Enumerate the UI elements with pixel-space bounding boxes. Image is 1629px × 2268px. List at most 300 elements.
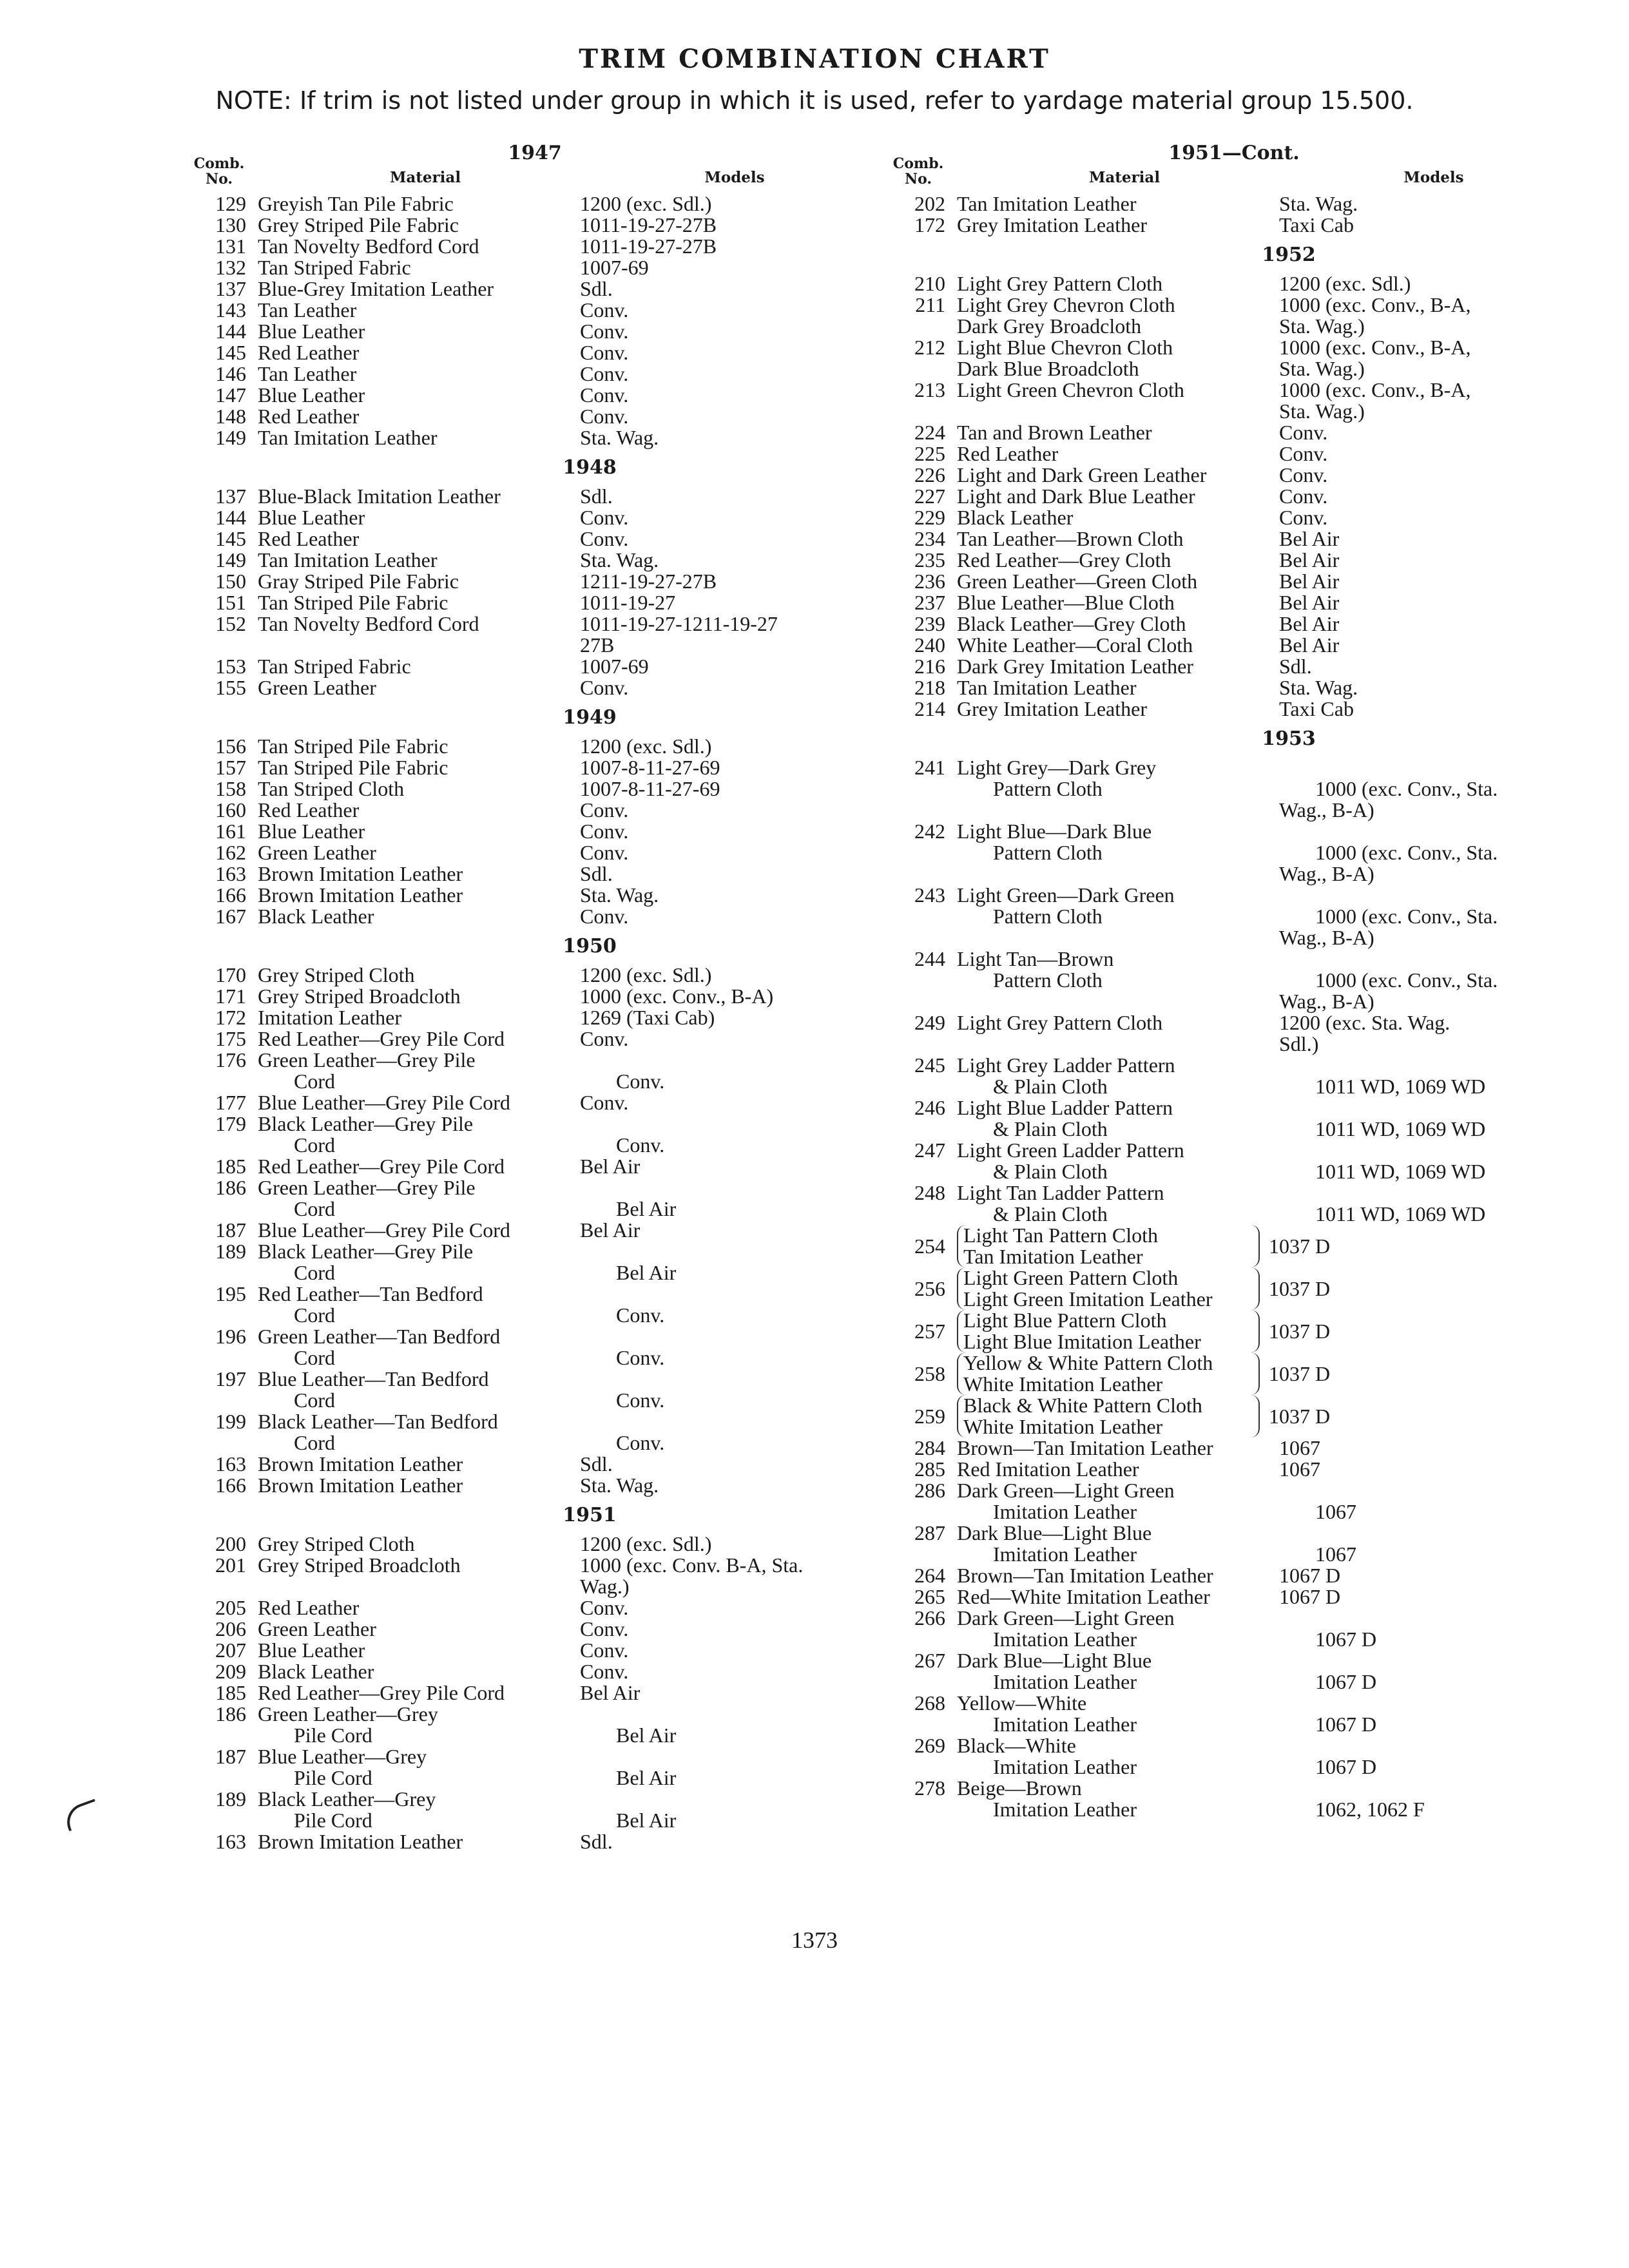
comb-no: 155	[215, 676, 246, 699]
material: Green Leather—Grey Pile	[258, 1048, 476, 1072]
comb-no	[193, 1135, 258, 1156]
models-header: Models	[704, 169, 765, 186]
material: Green Leather—Grey	[258, 1702, 438, 1725]
material: Tan Striped Fabric	[258, 256, 411, 279]
models: Conv.	[580, 1091, 629, 1114]
comb-no: 186	[215, 1176, 246, 1199]
table-row	[193, 1576, 857, 1597]
comb-no	[892, 1544, 957, 1565]
material: Tan Striped Pile Fabric	[258, 591, 448, 614]
models: 1007-8-11-27-69	[580, 777, 720, 800]
material: Light Blue Pattern Cloth	[963, 1309, 1167, 1332]
comb-no: 143	[215, 298, 246, 322]
material: Green Leather—Grey Pile	[258, 1176, 476, 1199]
table-row	[892, 550, 1556, 571]
models: 1000 (exc. Conv., Sta.	[1315, 905, 1498, 928]
comb-no: 156	[215, 735, 246, 758]
models: Bel Air	[616, 1724, 677, 1747]
page-title: TRIM COMBINATION CHART	[579, 44, 1050, 74]
table-row	[892, 1735, 1556, 1756]
models	[1279, 1480, 1556, 1501]
models: 1011-19-27-27B	[580, 213, 717, 236]
table-row	[892, 948, 1556, 970]
models	[1279, 1097, 1556, 1119]
comb-no: 152	[215, 612, 246, 635]
models: 1200 (exc. Sdl.)	[580, 192, 712, 215]
comb-no: 170	[215, 963, 246, 986]
comb-no: 189	[215, 1240, 246, 1263]
comb-no	[892, 401, 957, 422]
material: Brown—Tan Imitation Leather	[957, 1436, 1213, 1459]
comb-no	[892, 1161, 957, 1182]
models: Conv.	[580, 383, 629, 407]
material: Blue Leather	[258, 320, 365, 343]
table-row	[892, 1140, 1556, 1161]
material: Blue-Grey Imitation Leather	[258, 277, 494, 300]
material: Beige—Brown	[957, 1776, 1082, 1800]
table-row	[193, 736, 857, 757]
comb-no: 199	[215, 1410, 246, 1433]
material: Green Leather	[258, 841, 376, 864]
material: Imitation Leather	[993, 1755, 1137, 1778]
braced-materials	[957, 1267, 1260, 1310]
table-row	[892, 507, 1556, 528]
table-row	[193, 1682, 857, 1704]
table-row	[892, 613, 1556, 635]
comb-no: 172	[215, 1006, 246, 1029]
table-row	[892, 1671, 1556, 1693]
comb-no	[892, 1204, 957, 1225]
models: 1037 D	[1269, 1234, 1331, 1258]
models: Conv.	[580, 527, 629, 550]
models: Conv.	[580, 362, 629, 385]
table-row	[892, 778, 1556, 800]
material: Light Green Pattern Cloth	[963, 1266, 1179, 1289]
table-row	[892, 698, 1556, 720]
comb-no: 200	[215, 1532, 246, 1555]
comb-no	[193, 1576, 258, 1597]
material: Green Leather—Green Cloth	[957, 570, 1198, 593]
models: Sta. Wag.	[580, 548, 659, 572]
margin-mark	[62, 1799, 102, 1831]
material: Imitation Leather	[993, 1670, 1137, 1693]
table-row	[892, 273, 1556, 294]
comb-no: 278	[914, 1776, 945, 1800]
table-row	[892, 1119, 1556, 1140]
material: Dark Blue Broadcloth	[957, 357, 1139, 380]
table-row	[193, 1177, 857, 1198]
models: 1067 D	[1279, 1585, 1341, 1608]
material: Light Blue Imitation Leather	[963, 1330, 1201, 1353]
models	[1279, 1055, 1556, 1076]
table-row	[193, 1007, 857, 1028]
table-row	[193, 550, 857, 571]
material: Light and Dark Blue Leather	[957, 485, 1195, 508]
models	[580, 1050, 857, 1071]
section-heading: 1948	[563, 456, 617, 479]
table-row	[193, 1746, 857, 1767]
material: Tan Striped Cloth	[258, 777, 405, 800]
table-row	[892, 635, 1556, 656]
material: Tan Imitation Leather	[258, 426, 438, 449]
models: 1200 (exc. Sdl.)	[1279, 272, 1411, 295]
section-heading: 1951	[563, 1504, 617, 1526]
table-row	[892, 1608, 1556, 1629]
models: 1000 (exc. Conv., Sta.	[1315, 841, 1498, 864]
models: 1200 (exc. Sdl.)	[580, 963, 712, 986]
material: Red Leather	[258, 341, 360, 364]
comb-no: 246	[914, 1096, 945, 1119]
comb-no	[892, 358, 957, 380]
comb-no	[892, 1501, 957, 1523]
material: & Plain Cloth	[993, 1160, 1108, 1183]
material: Blue-Black Imitation Leather	[258, 485, 501, 508]
material: Tan Leather	[258, 298, 357, 322]
comb-no: 214	[914, 697, 945, 720]
material: Red Leather	[258, 405, 360, 428]
models: Sta. Wag.)	[1279, 314, 1365, 338]
models: Conv.	[580, 405, 629, 428]
material: Green Leather	[258, 1617, 376, 1640]
models	[1279, 948, 1556, 970]
table-row	[193, 965, 857, 986]
material: Brown Imitation Leather	[258, 1474, 463, 1497]
material: Imitation Leather	[993, 1798, 1137, 1821]
material: Blue Leather—Blue Cloth	[957, 591, 1175, 614]
table-row	[892, 380, 1556, 401]
material: & Plain Cloth	[993, 1075, 1108, 1098]
section-heading: 1950	[563, 935, 617, 957]
models: 1067 D	[1315, 1670, 1377, 1693]
table-row	[193, 215, 857, 236]
comb-no: 227	[914, 485, 945, 508]
material: Imitation Leather	[993, 1713, 1137, 1736]
table-row	[193, 1071, 857, 1092]
comb-no: 148	[215, 405, 246, 428]
material: & Plain Cloth	[993, 1117, 1108, 1140]
material: Grey Striped Cloth	[258, 963, 415, 986]
material: Light Green—Dark Green	[957, 883, 1175, 907]
material: Light Tan Pattern Cloth	[963, 1224, 1159, 1247]
material: Tan Leather	[258, 362, 357, 385]
table-row	[193, 656, 857, 677]
braced-row	[892, 1310, 1556, 1352]
table-row	[892, 215, 1556, 236]
models: Conv.	[616, 1389, 665, 1412]
table-row	[892, 757, 1556, 778]
table-row	[892, 1544, 1556, 1565]
comb-no	[193, 1725, 258, 1746]
material: Dark Green—Light Green	[957, 1479, 1175, 1502]
comb-no: 163	[215, 1452, 246, 1475]
models: Bel Air	[616, 1809, 677, 1832]
material: Dark Grey Imitation Leather	[957, 655, 1193, 678]
models: Bel Air	[616, 1766, 677, 1789]
models	[1279, 1735, 1556, 1756]
models: 1037 D	[1269, 1319, 1331, 1343]
comb-no: 224	[914, 421, 945, 444]
table-row	[193, 257, 857, 278]
material: Red Leather—Tan Bedford	[258, 1282, 483, 1305]
material	[957, 927, 1279, 948]
material: Black Leather	[258, 905, 374, 928]
material: Grey Imitation Leather	[957, 697, 1147, 720]
models: Wag., B-A)	[1279, 990, 1374, 1013]
table-row	[892, 592, 1556, 613]
models	[580, 1369, 857, 1390]
models: Bel Air	[1279, 527, 1340, 550]
table-row	[892, 821, 1556, 842]
comb-no	[193, 1767, 258, 1789]
comb-no: 137	[215, 485, 246, 508]
braced-materials	[957, 1395, 1260, 1437]
material: Blue Leather—Grey Pile Cord	[258, 1218, 510, 1242]
comb-no: 268	[914, 1691, 945, 1715]
table-row	[193, 427, 857, 448]
table-row	[193, 863, 857, 885]
comb-no: 144	[215, 320, 246, 343]
comb-no: 202	[914, 192, 945, 215]
material: Light Tan—Brown	[957, 947, 1114, 970]
comb-no: 266	[914, 1606, 945, 1629]
table-row	[892, 1437, 1556, 1459]
material: Black & White Pattern Cloth	[963, 1394, 1202, 1417]
comb-no: 166	[215, 1474, 246, 1497]
models: Conv.	[580, 1617, 629, 1640]
models: 1007-8-11-27-69	[580, 756, 720, 779]
table-row	[193, 1028, 857, 1050]
material: Red Leather	[258, 527, 360, 550]
models: 1067 D	[1279, 1564, 1341, 1587]
material: Pattern Cloth	[993, 968, 1103, 992]
table-row	[193, 842, 857, 863]
material: Black—White	[957, 1734, 1076, 1757]
table-row	[193, 507, 857, 528]
table-row	[193, 677, 857, 698]
material	[258, 1576, 580, 1597]
table-row	[193, 1454, 857, 1475]
table-row	[193, 1432, 857, 1454]
comb-no: 151	[215, 591, 246, 614]
models: Conv.	[580, 1660, 629, 1683]
material: Light Blue Ladder Pattern	[957, 1096, 1173, 1119]
table-row	[892, 1629, 1556, 1650]
material: Tan Striped Pile Fabric	[258, 735, 448, 758]
comb-no: 166	[215, 883, 246, 907]
models	[1279, 1650, 1556, 1671]
material: Red Leather—Grey Pile Cord	[258, 1155, 505, 1178]
right-table-header	[892, 129, 1556, 193]
table-row	[193, 1619, 857, 1640]
comb-no	[892, 991, 957, 1012]
comb-no: 147	[215, 383, 246, 407]
models: Conv.	[580, 1596, 629, 1619]
models: Sta. Wag.	[1279, 676, 1358, 699]
comb-no: 201	[215, 1553, 246, 1577]
comb-no	[892, 927, 957, 948]
material	[957, 1033, 1279, 1055]
table-row	[892, 1076, 1556, 1097]
material: Yellow—White	[957, 1691, 1087, 1715]
table-row	[892, 1523, 1556, 1544]
models	[580, 1177, 857, 1198]
table-row	[193, 1597, 857, 1619]
comb-no: 185	[215, 1681, 246, 1704]
comb-no	[892, 906, 957, 927]
comb-no: 132	[215, 256, 246, 279]
models: 1062, 1062 F	[1315, 1798, 1425, 1821]
material: Green Leather—Tan Bedford	[258, 1325, 501, 1348]
table-row	[193, 1262, 857, 1283]
material: Grey Striped Pile Fabric	[258, 213, 459, 236]
table-row	[193, 406, 857, 427]
material: Blue Leather	[258, 1639, 365, 1662]
models-header: Models	[1403, 169, 1464, 186]
material: Pile Cord	[294, 1724, 372, 1747]
models	[580, 1789, 857, 1810]
material: Light Blue—Dark Blue	[957, 820, 1152, 843]
models	[1279, 821, 1556, 842]
comb-no	[892, 842, 957, 863]
comb-no	[193, 1305, 258, 1326]
table-row	[193, 1725, 857, 1746]
material: Light Grey Pattern Cloth	[957, 1011, 1163, 1034]
material: Tan Imitation Leather	[963, 1245, 1143, 1268]
material: Light Green Ladder Pattern	[957, 1139, 1184, 1162]
comb-no: 259	[914, 1404, 945, 1428]
table-row	[193, 1390, 857, 1411]
table-row	[892, 316, 1556, 337]
table-row	[892, 1182, 1556, 1204]
models: 1000 (exc. Conv., Sta.	[1315, 968, 1498, 992]
models: 1000 (exc. Conv., Sta.	[1315, 777, 1498, 800]
material: Brown Imitation Leather	[258, 1452, 463, 1475]
comb-no	[892, 1033, 957, 1055]
models	[1279, 1140, 1556, 1161]
material: Imitation Leather	[258, 1006, 402, 1029]
models: Conv.	[1279, 442, 1328, 465]
material: Black Leather	[258, 1660, 374, 1683]
comb-no: 187	[215, 1745, 246, 1768]
table-row	[193, 321, 857, 342]
models: Conv.	[616, 1431, 665, 1454]
table-row	[892, 422, 1556, 443]
models: Conv.	[616, 1346, 665, 1369]
models	[1279, 1778, 1556, 1799]
comb-no: 205	[215, 1596, 246, 1619]
models: Sdl.	[580, 485, 613, 508]
comb-no: 236	[914, 570, 945, 593]
models: 1011-19-27	[580, 591, 676, 614]
material: Pattern Cloth	[993, 841, 1103, 864]
table-row	[193, 1533, 857, 1555]
models: Conv.	[580, 820, 629, 843]
models: Conv.	[580, 905, 629, 928]
table-row	[193, 571, 857, 592]
comb-no: 160	[215, 798, 246, 822]
table-row	[193, 1789, 857, 1810]
models: 1000 (exc. Conv., B-A)	[580, 985, 774, 1008]
table-row	[892, 885, 1556, 906]
models: 1000 (exc. Conv., B-A,	[1279, 293, 1471, 316]
table-row	[193, 1113, 857, 1135]
material: Red Leather	[258, 798, 360, 822]
models: Conv.	[580, 798, 629, 822]
comb-no: 210	[914, 272, 945, 295]
right-column	[892, 129, 1556, 1820]
table-row	[193, 906, 857, 927]
table-row	[193, 800, 857, 821]
comb-no: 286	[914, 1479, 945, 1502]
comb-no: 237	[914, 591, 945, 614]
comb-no: 247	[914, 1139, 945, 1162]
models: 1211-19-27-27B	[580, 570, 717, 593]
material: Black Leather—Tan Bedford	[258, 1410, 498, 1433]
table-row	[193, 193, 857, 215]
material: Cord	[294, 1197, 335, 1220]
material: Red Leather—Grey Pile Cord	[258, 1681, 505, 1704]
models: Sta. Wag.)	[1279, 399, 1365, 423]
models: 27B	[580, 633, 615, 657]
table-row	[193, 363, 857, 385]
material: Dark Blue—Light Blue	[957, 1649, 1152, 1672]
material: Gray Striped Pile Fabric	[258, 570, 459, 593]
comb-no: 163	[215, 1830, 246, 1853]
comb-no: 197	[215, 1367, 246, 1390]
comb-no: 264	[914, 1564, 945, 1587]
comb-no	[193, 635, 258, 656]
comb-no: 212	[914, 336, 945, 359]
models	[580, 1326, 857, 1347]
material	[258, 635, 580, 656]
material: Imitation Leather	[993, 1542, 1137, 1566]
table-row	[193, 1704, 857, 1725]
comb-no: 269	[914, 1734, 945, 1757]
material: White Leather—Coral Cloth	[957, 633, 1193, 657]
comb-no	[892, 1119, 957, 1140]
table-row	[892, 991, 1556, 1012]
material: Red Leather	[957, 442, 1059, 465]
comb-no	[193, 1432, 258, 1454]
models: Sdl.	[580, 277, 613, 300]
models: Sta. Wag.	[1279, 192, 1358, 215]
table-row	[193, 986, 857, 1007]
comb-no: 145	[215, 527, 246, 550]
models: 1200 (exc. Sdl.)	[580, 735, 712, 758]
material: Light Blue Chevron Cloth	[957, 336, 1173, 359]
comb-no: 149	[215, 426, 246, 449]
material: Imitation Leather	[993, 1500, 1137, 1523]
table-row	[892, 1055, 1556, 1076]
table-row	[892, 1012, 1556, 1033]
models: 1011-19-27-1211-19-27	[580, 612, 778, 635]
models	[580, 1411, 857, 1432]
models: 1037 D	[1269, 1276, 1331, 1300]
models: Taxi Cab	[1279, 697, 1354, 720]
table-row	[892, 906, 1556, 927]
material: Grey Imitation Leather	[957, 213, 1147, 236]
comb-no: 245	[914, 1053, 945, 1077]
material: Cord	[294, 1133, 335, 1157]
comb-no: 258	[914, 1361, 945, 1385]
material: Black Leather—Grey Pile	[258, 1240, 474, 1263]
table-row	[892, 1650, 1556, 1671]
material: Cord	[294, 1389, 335, 1412]
comb-no: 265	[914, 1585, 945, 1608]
braced-materials	[957, 1225, 1260, 1267]
models: 1200 (exc. Sdl.)	[580, 1532, 712, 1555]
material: Cord	[294, 1431, 335, 1454]
